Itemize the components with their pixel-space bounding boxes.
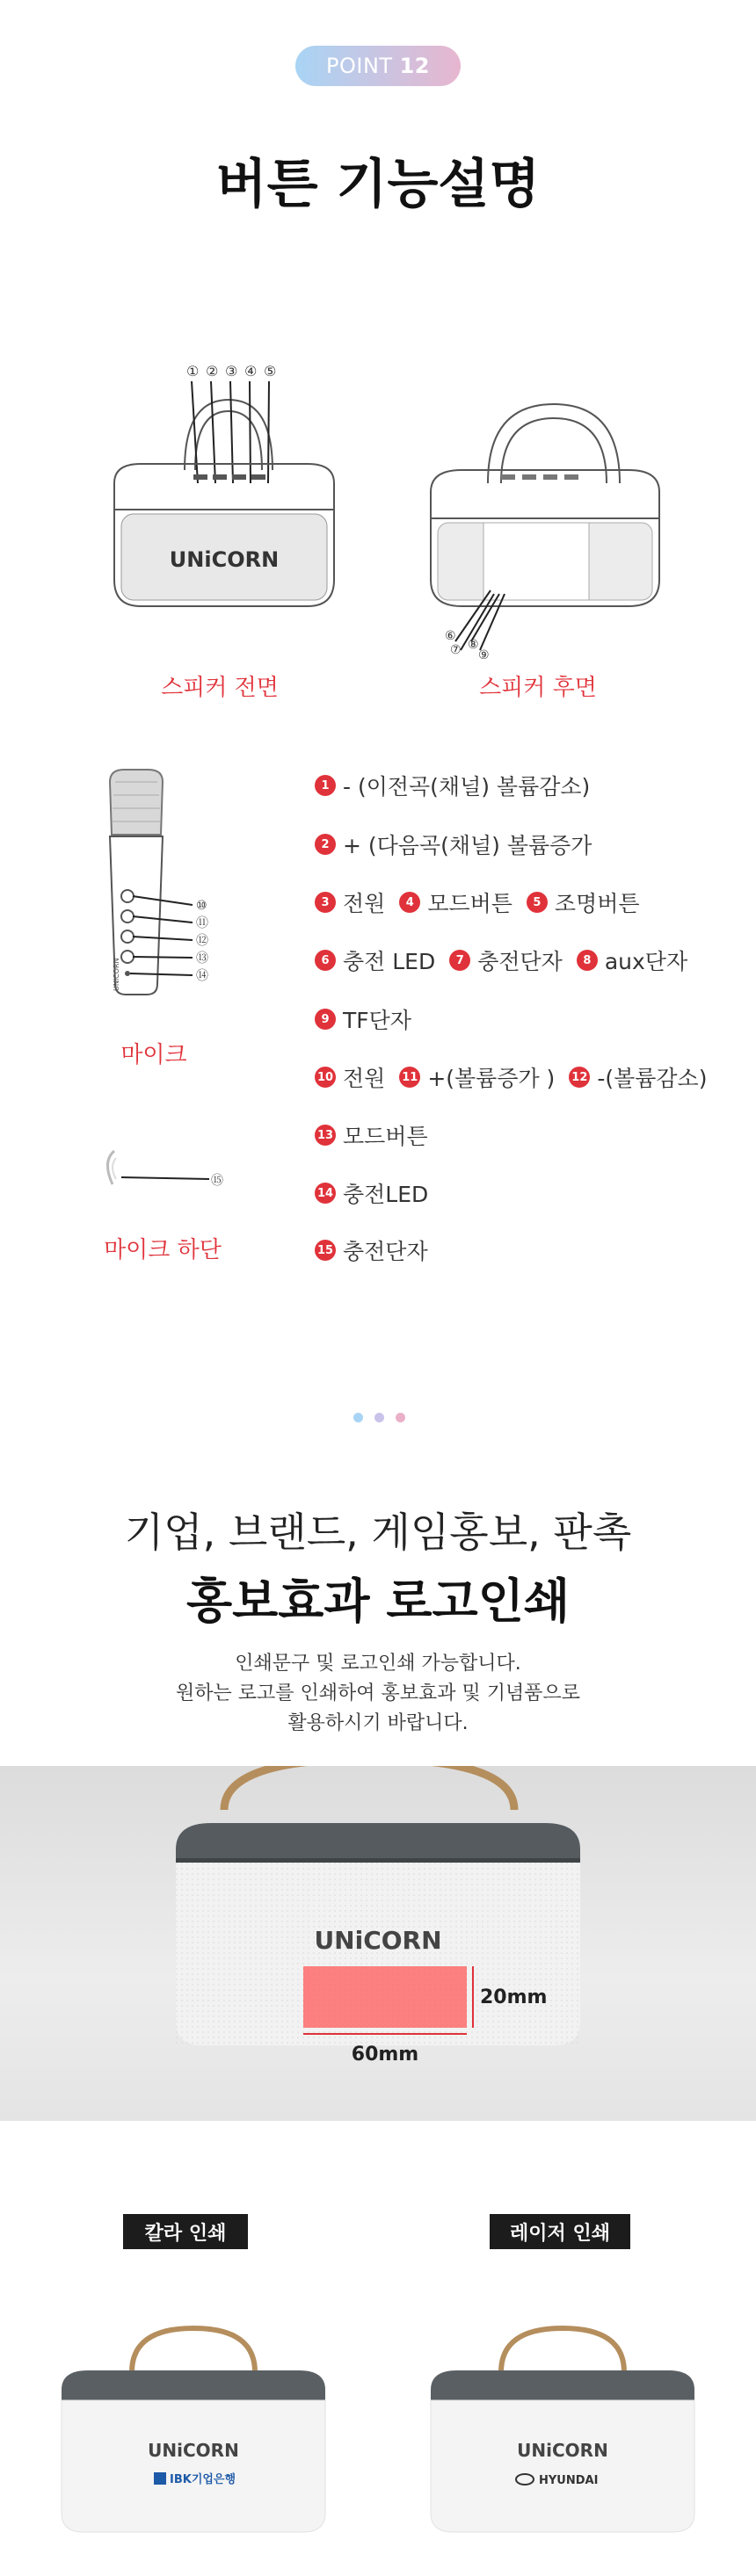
logo-section-subtitle: 기업, 브랜드, 게임홍보, 판촉 xyxy=(124,1509,632,1556)
laser-print-label: 레이저 인쇄 xyxy=(490,2214,630,2249)
function-item-13 xyxy=(313,1119,428,1151)
front-number-4: ④ xyxy=(244,363,258,380)
divider-dot xyxy=(374,1413,384,1422)
number-badge: 11 xyxy=(399,1067,420,1088)
function-text: 충전단자 xyxy=(477,949,563,974)
function-text: + (다음곡(채널) 볼륨증가 xyxy=(343,833,592,858)
function-item-15 xyxy=(313,1234,428,1266)
divider-dot xyxy=(353,1413,363,1422)
number-badge: 1 xyxy=(315,775,336,796)
mic-brand: UNiCORN xyxy=(113,958,120,991)
speaker-back-diagram xyxy=(413,387,677,659)
page-title: 버튼 기능설명 xyxy=(215,154,541,215)
function-text: 전원 xyxy=(343,891,386,916)
function-item-1 xyxy=(313,770,590,801)
front-number-2: ② xyxy=(206,363,219,380)
logo-section-desc-1: 인쇄문구 및 로고인쇄 가능합니다. xyxy=(235,1653,521,1675)
mic-caption: 마이크 xyxy=(120,1042,187,1068)
color-print-brand: UNiCORN xyxy=(148,2440,239,2461)
mic-number-10: ⑩ xyxy=(196,899,207,913)
front-number-labels xyxy=(186,363,276,380)
function-text: 모드버튼 xyxy=(427,891,512,916)
logo-section-title: 홍보효과 로고인쇄 xyxy=(185,1574,571,1629)
function-text: aux단자 xyxy=(604,949,688,974)
function-item-2 xyxy=(313,829,592,860)
number-badge: 4 xyxy=(399,892,420,913)
function-text: +(볼륨증가 ) xyxy=(427,1066,556,1091)
mic-bottom-diagram xyxy=(97,1142,237,1212)
front-number-3: ③ xyxy=(225,363,238,380)
mic-number-11: ⑪ xyxy=(196,916,208,930)
number-badge: 5 xyxy=(527,892,548,913)
number-badge: 12 xyxy=(569,1067,590,1088)
back-number-7: ⑦ xyxy=(450,643,462,657)
logo-section-desc-2: 원하는 로고를 인쇄하여 홍보효과 및 기념품으로 xyxy=(175,1682,580,1704)
hyundai-logo: HYUNDAI xyxy=(539,2474,599,2487)
function-text: 충전 LED xyxy=(343,949,436,974)
speaker-front-diagram xyxy=(88,351,352,650)
point-number: 12 xyxy=(399,54,430,78)
function-text: 충전단자 xyxy=(343,1239,428,1264)
number-badge: 2 xyxy=(315,834,336,855)
function-text: - (이전곡(채널) 볼륨감소) xyxy=(343,774,591,800)
function-text: -(볼륨감소) xyxy=(597,1066,708,1091)
function-text: 조명버튼 xyxy=(554,891,640,916)
function-item-3-4-5 xyxy=(313,886,640,918)
mic-number-14: ⑭ xyxy=(196,969,208,983)
mic-bottom-number-15: ⑮ xyxy=(211,1174,223,1188)
laser-print-brand: UNiCORN xyxy=(517,2440,608,2461)
number-badge: 9 xyxy=(315,1009,336,1030)
mic-number-13: ⑬ xyxy=(196,952,208,966)
mic-bottom-caption: 마이크 하단 xyxy=(104,1237,222,1263)
front-caption: 스피커 전면 xyxy=(161,675,279,701)
laser-print-speaker xyxy=(418,2302,708,2565)
function-text: 모드버튼 xyxy=(343,1124,428,1149)
print-area-box xyxy=(303,1966,467,2028)
ibk-logo: IBK기업은행 xyxy=(170,2473,236,2486)
back-number-6: ⑥ xyxy=(445,629,456,643)
function-text: TF단자 xyxy=(343,1008,411,1033)
color-print-speaker xyxy=(48,2302,338,2565)
function-text: 충전LED xyxy=(343,1182,429,1207)
function-item-9 xyxy=(313,1003,411,1035)
function-text: 전원 xyxy=(343,1066,386,1091)
function-item-14 xyxy=(313,1177,428,1209)
number-badge: 15 xyxy=(315,1240,336,1261)
section-divider-dots xyxy=(353,1413,405,1422)
back-caption: 스피커 후면 xyxy=(479,675,597,701)
front-number-1: ① xyxy=(186,363,200,380)
divider-dot xyxy=(396,1413,405,1422)
color-print-label: 칼라 인쇄 xyxy=(123,2214,248,2249)
function-item-10-11-12 xyxy=(313,1061,707,1093)
number-badge: 7 xyxy=(449,950,470,971)
front-brand: UNiCORN xyxy=(169,547,280,572)
back-number-9: ⑨ xyxy=(478,648,490,659)
speaker-print-area-photo xyxy=(0,1766,756,2121)
point-badge xyxy=(295,46,461,86)
number-badge: 8 xyxy=(577,950,598,971)
mic-number-12: ⑫ xyxy=(196,934,208,948)
number-badge: 6 xyxy=(315,950,336,971)
logo-section-desc-3: 활용하시기 바랍니다. xyxy=(287,1712,469,1734)
print-width-label: 60mm xyxy=(351,2044,419,2066)
speaker-print-area-illustration xyxy=(0,1766,756,2121)
front-number-5: ⑤ xyxy=(264,363,277,380)
back-number-8: ⑧ xyxy=(468,638,479,652)
number-badge: 10 xyxy=(315,1067,336,1088)
microphone-diagram xyxy=(84,764,242,1010)
number-badge: 14 xyxy=(315,1183,336,1204)
number-badge: 13 xyxy=(315,1125,336,1146)
function-item-6-7-8 xyxy=(313,944,687,976)
number-badge: 3 xyxy=(315,892,336,913)
print-height-label: 20mm xyxy=(480,1986,548,2008)
point-label: POINT xyxy=(326,54,393,78)
print-area-brand: UNiCORN xyxy=(314,1926,442,1955)
